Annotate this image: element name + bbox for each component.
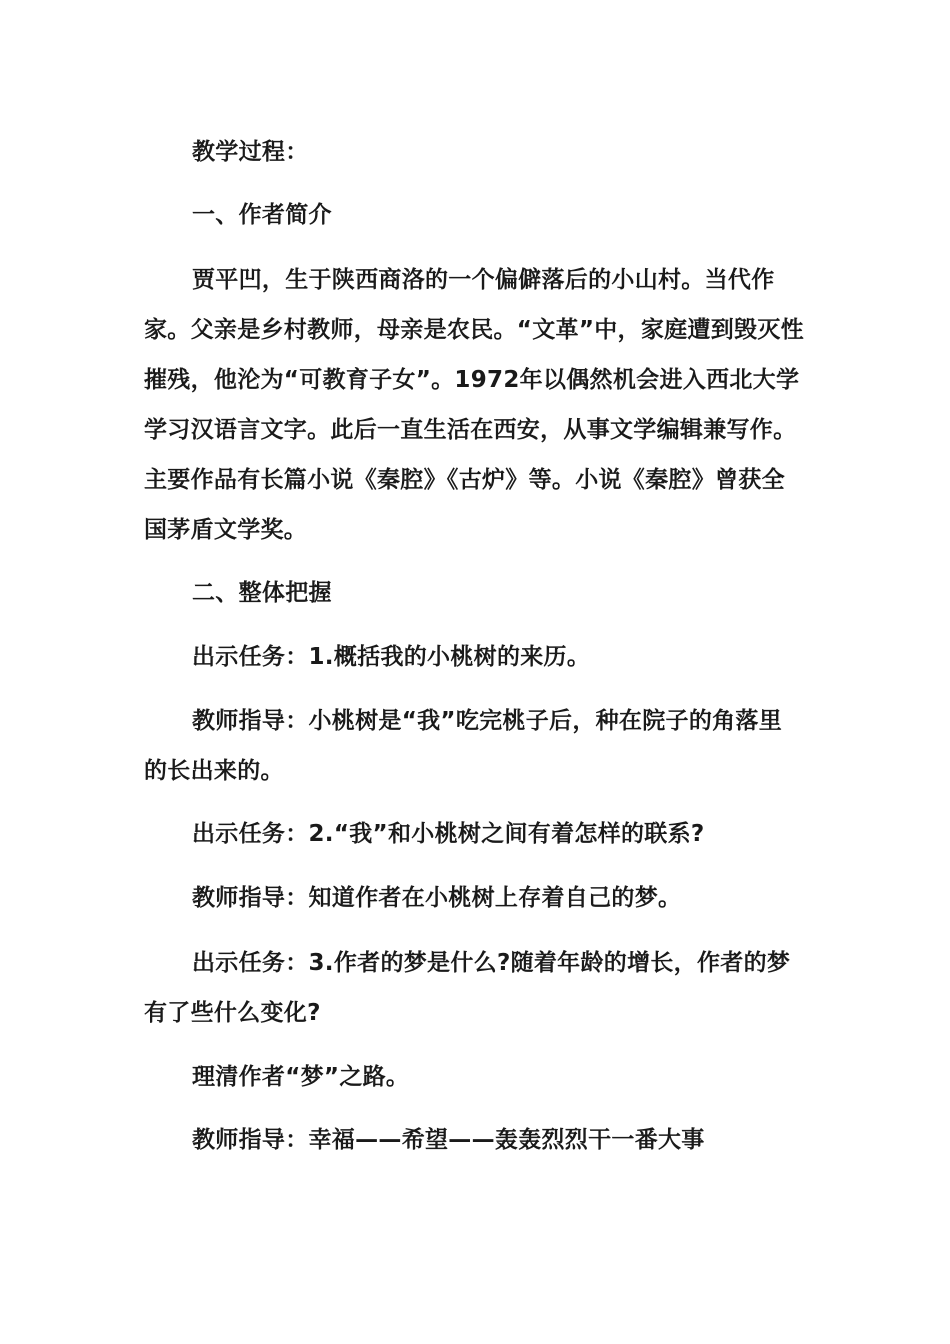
heading-overall-grasp: 二、整体把握 [192,580,332,606]
guidance-1: 教师指导：小桃树是“我”吃完桃子后，种在院子的角落里的长出来的。 [144,708,783,784]
paragraph-author-bio: 贾平凹，生于陕西商洛的一个偏僻落后的小山村。当代作家。父亲是乡村教师，母亲是农民。“文革”中，家庭遭到毁灭性摧残，他沦为“可教育子女”。1972年以偶然机会进入西北大学学习汉语言文字。此后一直生活在西安，从事文学编辑兼写作。主要作品有长篇小说《秦腔》《古炉》等。小说《秦腔》曾获全国茅盾文学奖。 [144,267,804,543]
task-2: 出示任务：2.“我”和小桃树之间有着怎样的联系? [192,821,705,847]
heading-author-intro: 一、作者简介 [192,202,332,228]
task-1: 出示任务：1.概括我的小桃树的来历。 [192,644,591,670]
task-3: 出示任务：3.作者的梦是什么?随着年龄的增长，作者的梦有了些什么变化? [144,950,791,1026]
dream-path-note: 理清作者“梦”之路。 [192,1064,410,1090]
heading-teaching-process: 教学过程： [192,139,309,165]
guidance-2: 教师指导：知道作者在小桃树上存着自己的梦。 [192,885,682,911]
guidance-3: 教师指导：幸福——希望——轰轰烈烈干一番大事 [192,1127,705,1153]
